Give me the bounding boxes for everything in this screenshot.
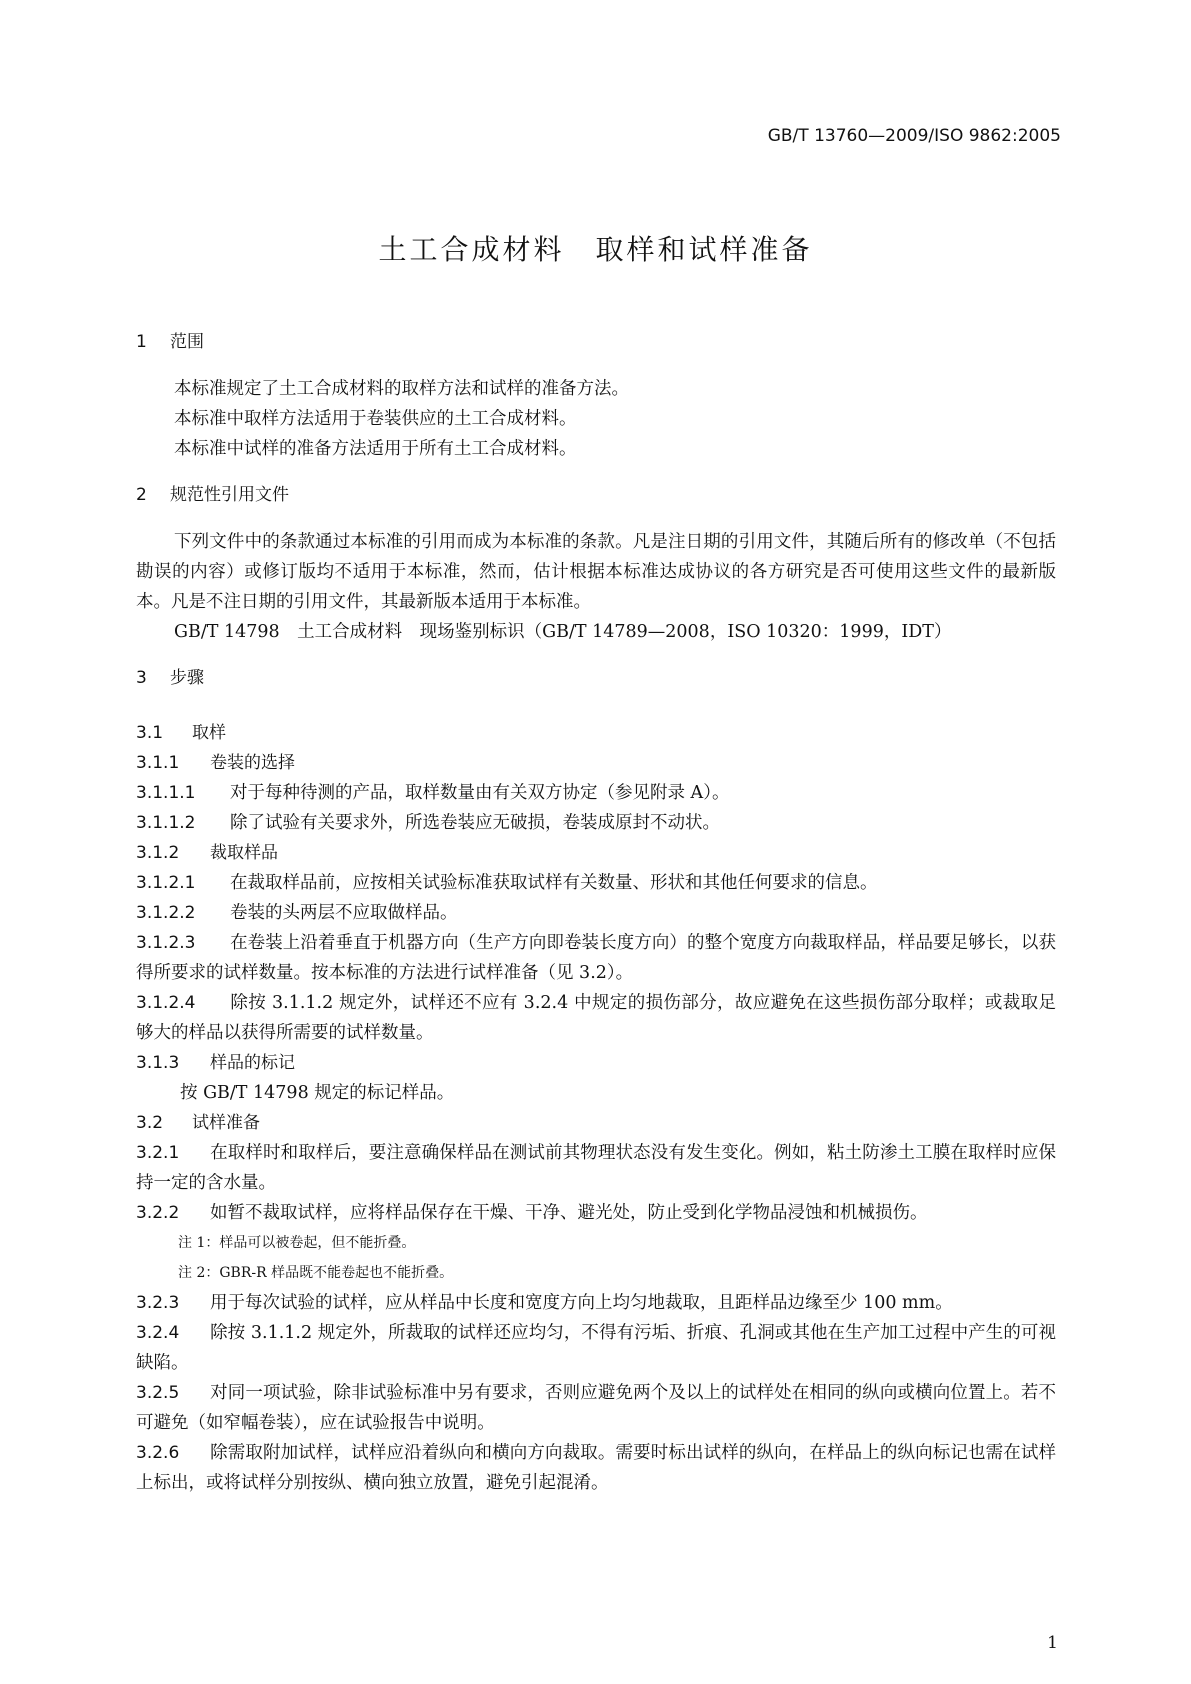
section-title: 范围 bbox=[170, 332, 204, 352]
document-body bbox=[136, 327, 1056, 1498]
clause-3-1-2-2 bbox=[136, 898, 1056, 928]
paragraph: 下列文件中的条款通过本标准的引用而成为本标准的条款。凡是注日期的引用文件，其随后所有的修改单（不包括勘误的内容）或修订版均不适用于本标准，然而，估计根据本标准达成协议的各方研究是否可使用这些文件的最新版本。凡是不注日期的引用文件，其最新版本适用于本标准。 bbox=[136, 532, 1056, 612]
clause-number: 3.1.2.2 bbox=[136, 903, 196, 923]
section-title: 卷装的选择 bbox=[210, 753, 295, 773]
clause-3-1-2-3 bbox=[136, 928, 1056, 988]
section-number: 3.2 bbox=[136, 1113, 164, 1133]
section-heading-1 bbox=[136, 327, 1056, 352]
clause-text: 除按 3.1.1.2 规定外，试样还不应有 3.2.4 中规定的损伤部分，故应避免在这些损伤部分取样；或裁取足够大的样品以获得所需要的试样数量。 bbox=[136, 993, 1056, 1043]
page-number: 1 bbox=[1047, 1633, 1058, 1653]
section-title: 步骤 bbox=[170, 668, 204, 688]
clause-number: 3.2.4 bbox=[136, 1323, 180, 1343]
clause-3-1-3-text: 按 GB/T 14798 规定的标记样品。 bbox=[180, 1083, 455, 1103]
note-2: 注 2：GBR-R 样品既不能卷起也不能折叠。 bbox=[178, 1265, 454, 1281]
section-heading-3 bbox=[136, 663, 1056, 688]
clause-text: 对同一项试验，除非试验标准中另有要求，否则应避免两个及以上的试样处在相同的纵向或横向位置上。若不可避免（如窄幅卷装），应在试验报告中说明。 bbox=[136, 1383, 1056, 1433]
clause-3-2-4 bbox=[136, 1318, 1056, 1378]
section-title: 样品的标记 bbox=[210, 1053, 295, 1073]
page-title: 土工合成材料 取样和试样准备 bbox=[378, 233, 813, 266]
clause-text: 用于每次试验的试样，应从样品中长度和宽度方向上均匀地裁取，且距样品边缘至少 100 mm。 bbox=[210, 1293, 953, 1313]
clause-number: 3.2.3 bbox=[136, 1293, 180, 1313]
section-title: 规范性引用文件 bbox=[170, 485, 289, 505]
clause-text: 对于每种待测的产品，取样数量由有关双方协定（参见附录 A）。 bbox=[230, 783, 730, 803]
reference-entry: GB/T 14798 土工合成材料 现场鉴别标识（GB/T 14789—2008，ISO 10320：1999，IDT） bbox=[174, 622, 952, 642]
subsection-heading-3-1 bbox=[136, 718, 1056, 748]
clause-3-1-2-1 bbox=[136, 868, 1056, 898]
clause-number: 3.1.1.1 bbox=[136, 783, 196, 803]
subsection-heading-3-1-1 bbox=[136, 748, 1056, 778]
clause-3-1-1-2 bbox=[136, 808, 1056, 838]
clause-text: 除了试验有关要求外，所选卷装应无破损，卷装成原封不动状。 bbox=[230, 813, 720, 833]
section-title: 取样 bbox=[192, 723, 226, 743]
section-number: 3.1 bbox=[136, 723, 164, 743]
clause-3-2-6 bbox=[136, 1438, 1056, 1498]
section-number: 2 bbox=[136, 485, 147, 505]
paragraph: 本标准规定了土工合成材料的取样方法和试样的准备方法。 bbox=[174, 379, 629, 399]
subsection-heading-3-1-3 bbox=[136, 1048, 1056, 1078]
clause-3-2-1 bbox=[136, 1138, 1056, 1198]
clause-number: 3.2.1 bbox=[136, 1143, 180, 1163]
section-number: 3 bbox=[136, 668, 147, 688]
clause-number: 3.2.6 bbox=[136, 1443, 180, 1463]
clause-number: 3.1.2.3 bbox=[136, 933, 196, 953]
clause-text: 在取样时和取样后，要注意确保样品在测试前其物理状态没有发生变化。例如，粘土防渗土工膜在取样时应保持一定的含水量。 bbox=[136, 1143, 1056, 1193]
clause-3-2-2 bbox=[136, 1198, 1056, 1228]
note-1: 注 1：样品可以被卷起，但不能折叠。 bbox=[178, 1235, 416, 1251]
section-number: 3.1.1 bbox=[136, 753, 180, 773]
clause-text: 除按 3.1.1.2 规定外，所裁取的试样还应均匀，不得有污垢、折痕、孔洞或其他在生产加工过程中产生的可视缺陷。 bbox=[136, 1323, 1056, 1373]
clause-text: 如暂不裁取试样，应将样品保存在干燥、干净、避光处，防止受到化学物品浸蚀和机械损伤。 bbox=[210, 1203, 928, 1223]
clause-3-2-5 bbox=[136, 1378, 1056, 1438]
section-title: 试样准备 bbox=[192, 1113, 260, 1133]
section-number: 3.1.2 bbox=[136, 843, 180, 863]
paragraph: 本标准中试样的准备方法适用于所有土工合成材料。 bbox=[174, 439, 577, 459]
subsection-heading-3-2 bbox=[136, 1108, 1056, 1138]
standard-code: GB/T 13760—2009/ISO 9862:2005 bbox=[767, 126, 1061, 146]
clause-number: 3.2.5 bbox=[136, 1383, 180, 1403]
section-heading-2 bbox=[136, 480, 1056, 505]
section-number: 1 bbox=[136, 332, 147, 352]
subsection-heading-3-1-2 bbox=[136, 838, 1056, 868]
section-number: 3.1.3 bbox=[136, 1053, 180, 1073]
clause-text: 除需取附加试样，试样应沿着纵向和横向方向裁取。需要时标出试样的纵向，在样品上的纵向标记也需在试样上标出，或将试样分别按纵、横向独立放置，避免引起混淆。 bbox=[136, 1443, 1056, 1493]
section-title: 裁取样品 bbox=[210, 843, 278, 863]
clause-3-2-3 bbox=[136, 1288, 1056, 1318]
clause-number: 3.2.2 bbox=[136, 1203, 180, 1223]
paragraph: 本标准中取样方法适用于卷装供应的土工合成材料。 bbox=[174, 409, 577, 429]
clause-number: 3.1.2.4 bbox=[136, 993, 196, 1013]
clause-text: 在卷装上沿着垂直于机器方向（生产方向即卷装长度方向）的整个宽度方向裁取样品，样品要足够长，以获得所要求的试样数量。按本标准的方法进行试样准备（见 3.2）。 bbox=[136, 933, 1056, 983]
clause-text: 在裁取样品前，应按相关试验标准获取试样有关数量、形状和其他任何要求的信息。 bbox=[230, 873, 878, 893]
clause-number: 3.1.1.2 bbox=[136, 813, 196, 833]
clause-3-1-2-4 bbox=[136, 988, 1056, 1048]
clause-number: 3.1.2.1 bbox=[136, 873, 196, 893]
clause-text: 卷装的头两层不应取做样品。 bbox=[230, 903, 458, 923]
clause-3-1-1-1 bbox=[136, 778, 1056, 808]
